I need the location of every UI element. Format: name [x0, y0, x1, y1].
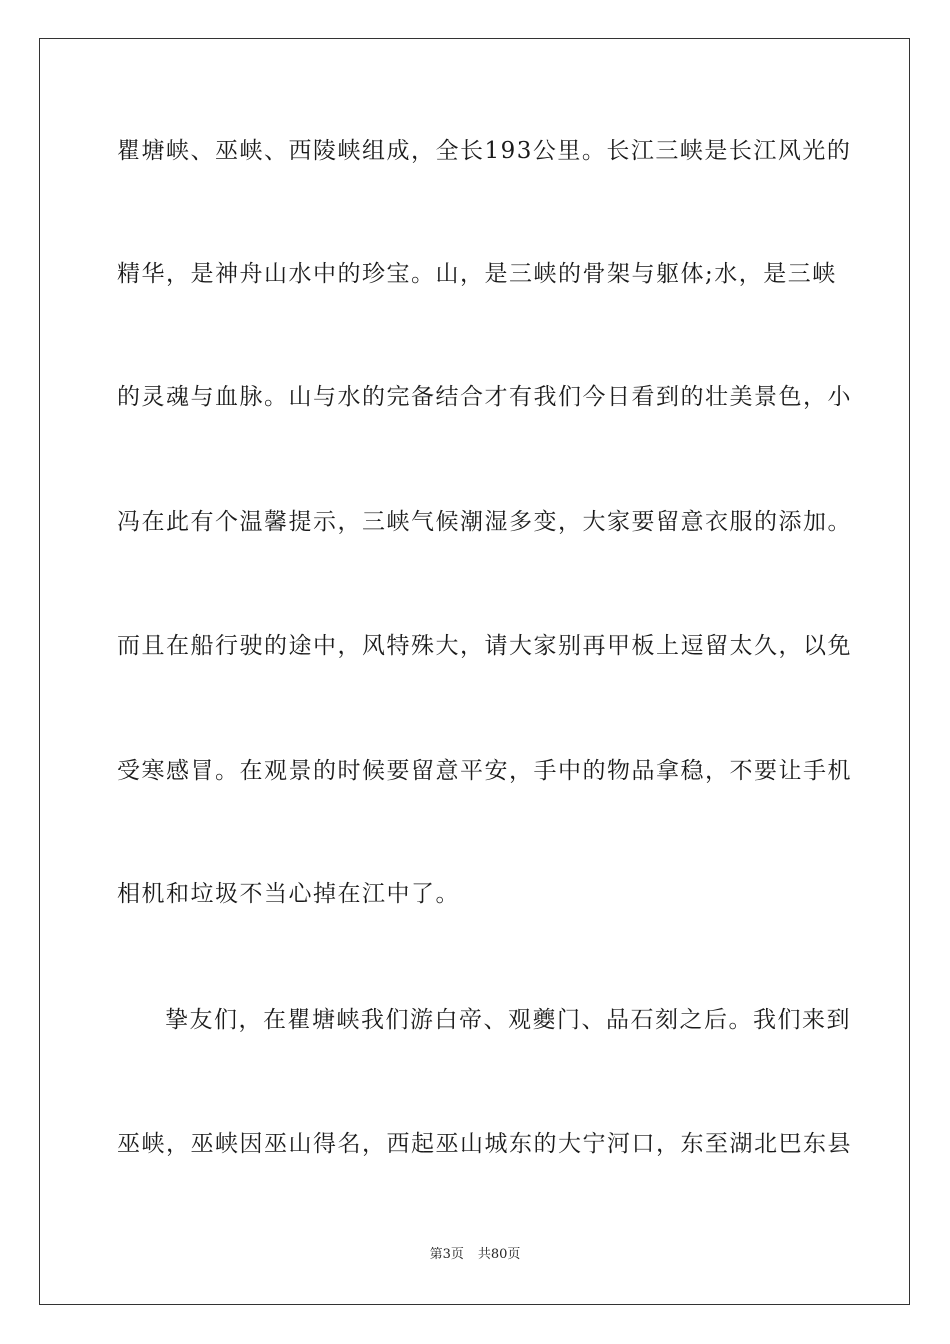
text-line-6: 受寒感冒。在观景的时候要留意平安，手中的物品拿稳，不要让手机 — [117, 758, 852, 784]
text-line-2: 精华，是神舟山水中的珍宝。山，是三峡的骨架与躯体;水，是三峡 — [117, 261, 837, 287]
text-line-7: 相机和垃圾不当心掉在江中了。 — [117, 881, 460, 907]
page-border — [39, 38, 910, 1305]
page-footer — [0, 1246, 950, 1264]
page-number: 第3页 — [429, 1247, 464, 1262]
text-line-1: 瞿塘峡、巫峡、西陵峡组成，全长193公里。长江三峡是长江风光的 — [117, 138, 852, 164]
text-line-9: 巫峡，巫峡因巫山得名，西起巫山城东的大宁河口，东至湖北巴东县 — [117, 1131, 852, 1157]
text-line-5: 而且在船行驶的途中，风特殊大，请大家别再甲板上逗留太久，以免 — [117, 633, 852, 659]
text-line-8-paragraph-start: 挚友们，在瞿塘峡我们游白帝、观夔门、品石刻之后。我们来到 — [165, 1007, 851, 1033]
page-total: 共80页 — [477, 1247, 521, 1262]
text-line-3: 的灵魂与血脉。山与水的完备结合才有我们今日看到的壮美景色，小 — [117, 384, 852, 410]
text-line-4: 冯在此有个温馨提示，三峡气候潮湿多变，大家要留意衣服的添加。 — [117, 509, 852, 535]
